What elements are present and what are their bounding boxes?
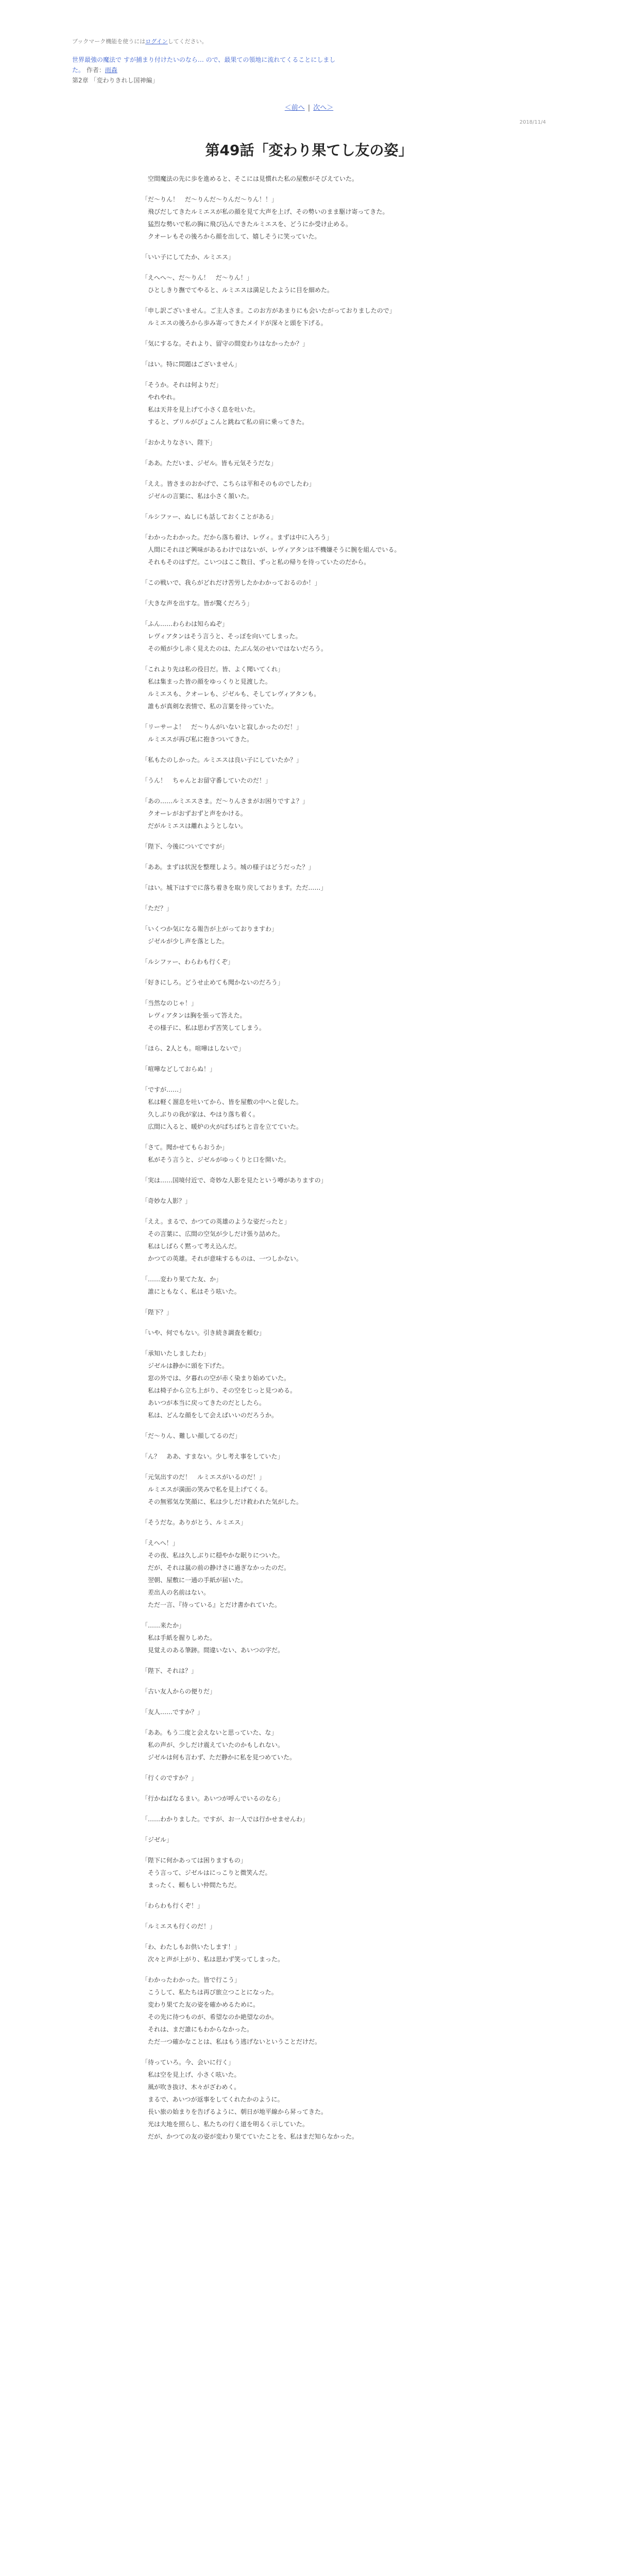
- story-paragraph: 私は軽く溜息を吐いてから、皆を屋敷の中へと促した。: [142, 1098, 303, 1106]
- login-link[interactable]: ログイン: [145, 38, 168, 45]
- story-paragraph: 「ああ。ただいま、ジゼル。皆も元気そうだな」: [142, 460, 277, 467]
- story-paragraph: 「私もたのしかった。ルミエスは良い子にしていたか？」: [142, 756, 303, 764]
- story-paragraph: 「あの……ルミエスさま。だ〜りんさまがお困りですよ？」: [142, 798, 309, 805]
- story-paragraph: 「……来たか」: [142, 1622, 185, 1629]
- login-notice-suffix: してください。: [167, 38, 208, 45]
- story-paragraph: 「ほら、2人とも。喧嘩はしないで」: [142, 1045, 245, 1052]
- series-title-link[interactable]: 世界最強の魔法で すが捕まり付けたいのなら… ので、最果ての領地に流れてくることにしました。: [72, 56, 336, 74]
- story-paragraph: クオーレもその後ろから顔を出して、嬉しそうに笑っていた。: [142, 233, 321, 240]
- story-paragraph: 「ああ。まずは状況を整理しよう。城の様子はどうだった？」: [142, 863, 315, 871]
- story-paragraph: 風が吹き抜け、木々がざわめく。: [142, 2083, 241, 2091]
- story-paragraph: 「リーサーよ！ だ〜りんがいないと寂しかったのだ！」: [142, 723, 303, 731]
- story-paragraph: 「はい。城下はすでに落ち着きを取り戻しております。ただ……」: [142, 884, 327, 891]
- story-paragraph: 私がそう言うと、ジゼルがゆっくりと口を開いた。: [142, 1156, 290, 1163]
- story-paragraph: 私は手紙を握りしめた。: [142, 1634, 216, 1641]
- story-paragraph: 「いい子にしてたか、ルミエス」: [142, 253, 235, 261]
- story-paragraph: 「陛下、それは？」: [142, 1667, 198, 1674]
- story-paragraph: ルミエスの後ろから歩み寄ってきたメイドが深々と頭を下げる。: [142, 319, 327, 327]
- story-paragraph: 私は、どんな顔をして会えばいいのだろうか。: [142, 1412, 278, 1419]
- story-paragraph: 「行くのですか？」: [142, 1774, 198, 1782]
- story-paragraph: レヴィアタンは胸を張って答えた。: [142, 1012, 246, 1019]
- story-paragraph: その先に待つものが、希望なのか絶望なのか。: [142, 2013, 278, 2021]
- story-paragraph: 「うん！ ちゃんとお留守番していたのだ！」: [142, 777, 272, 784]
- story-paragraph: 「友人……ですか？」: [142, 1708, 204, 1716]
- story-paragraph: だが、それは嵐の前の静けさに過ぎなかったのだ。: [142, 1564, 290, 1571]
- story-paragraph: 光は大地を照らし、私たちの行く道を明るく示していた。: [142, 2121, 309, 2128]
- story-paragraph: まったく、頼もしい仲間たちだ。: [142, 1882, 241, 1889]
- story-paragraph: 「ん？ ああ、すまない。少し考え事をしていた」: [142, 1453, 284, 1460]
- story-paragraph: 「……変わり果てた友、か」: [142, 1276, 222, 1283]
- story-paragraph: 「ですが……」: [142, 1086, 185, 1093]
- story-paragraph: 「いくつか気になる報告が上がっておりますわ」: [142, 925, 278, 933]
- login-notice: [72, 37, 208, 45]
- story-paragraph: それもそのはずだ。こいつはここ数日、ずっと私の帰りを待っていたのだから。: [142, 558, 370, 566]
- story-paragraph: 「申し訳ございません。ご主人さま。このお方があまりにも会いたがっておりましたので」: [142, 307, 396, 314]
- story-paragraph: その様子に、私は思わず苦笑してしまう。: [142, 1024, 266, 1031]
- story-paragraph: 「元気出すのだ！ ルミエスがいるのだ！」: [142, 1473, 266, 1481]
- story-paragraph: 「だ〜りん！ だ〜りんだ〜りんだ〜りん！！」: [142, 196, 278, 203]
- story-paragraph: 「ジゼル」: [142, 1836, 173, 1843]
- nav-separator: |: [307, 104, 311, 112]
- story-paragraph: その夜、私は久しぶりに穏やかな眠りについた。: [142, 1552, 284, 1559]
- story-paragraph: 「行かねばなるまい。あいつが呼んでいるのなら」: [142, 1795, 284, 1802]
- story-paragraph: ルミエスが満面の笑みで私を見上げてくる。: [142, 1486, 272, 1493]
- story-paragraph: 飛びだしてきたルミエスが私の顔を見て大声を上げ、その勢いのまま駆け寄ってきた。: [142, 208, 389, 215]
- story-paragraph: 誰もが真剣な表情で、私の言葉を待っていた。: [142, 703, 278, 710]
- story-paragraph: ルミエスも、クオーレも、ジゼルも、そしてレヴィアタンも。: [142, 690, 320, 698]
- story-paragraph: 「わかったわかった。だから落ち着け、レヴィ。まずは中に入ろう」: [142, 534, 333, 541]
- chapter-title: 第49話「変わり果てし友の姿」: [205, 142, 413, 159]
- story-paragraph: それは、まだ誰にもわからなかった。: [142, 2026, 253, 2033]
- story-paragraph: 次々と声が上がり、私は思わず笑ってしまった。: [142, 1956, 284, 1963]
- story-paragraph: 「待っていろ。今、会いに行く」: [142, 2059, 235, 2066]
- story-paragraph: 「ルシファー、わらわも行くぞ」: [142, 958, 234, 965]
- story-paragraph: ジゼルは静かに頭を下げた。: [142, 1362, 229, 1369]
- story-paragraph: 「ああ。もう二度と会えないと思っていた、な」: [142, 1729, 278, 1736]
- story-paragraph: 見覚えのある筆跡。間違いない、あいつの字だ。: [142, 1647, 284, 1654]
- story-paragraph: その言葉に、広間の空気が少しだけ張り詰めた。: [142, 1230, 284, 1238]
- story-paragraph: 「気にするな。それより、留守の間変わりはなかったか？」: [142, 340, 309, 347]
- story-paragraph: 私は空を見上げ、小さく呟いた。: [142, 2071, 241, 2078]
- story-paragraph: こうして、私たちは再び旅立つことになった。: [142, 1989, 278, 1996]
- story-paragraph: だがルミエスは離れようとしない。: [142, 822, 247, 829]
- story-paragraph: 「陛下、今後についてですが」: [142, 843, 228, 850]
- chapter-group: 第2章 「変わりきれし国神編」: [72, 77, 159, 84]
- story-paragraph: 「ええ。まるで、かつての英雄のような姿だったと」: [142, 1218, 290, 1225]
- story-paragraph: 「そうか。それは何よりだ」: [142, 381, 222, 388]
- story-paragraph: 私は集まった皆の顔をゆっくりと見渡した。: [142, 678, 271, 685]
- story-paragraph: 「ルミエスも行くのだ！」: [142, 1923, 216, 1930]
- story-paragraph: 空間魔法の先に歩を進めると、そこには見慣れた私の屋敷がそびえていた。: [142, 175, 358, 182]
- story-paragraph: 人間にそれほど興味があるわけではないが、レヴィアタンは不機嫌そうに腕を組んでいる。: [142, 546, 401, 553]
- story-paragraph: ジゼルは何も言わず、ただ静かに私を見つめていた。: [142, 1754, 296, 1761]
- chapter-body: [142, 174, 471, 2141]
- story-paragraph: まるで、あいつが返事をしてくれたかのように。: [142, 2096, 284, 2103]
- story-paragraph: 「実は……国境付近で、奇妙な人影を見たという噂がありますの」: [142, 1177, 327, 1184]
- story-paragraph: 「わかったわかった。皆で行こう」: [142, 1976, 241, 1984]
- author-link[interactable]: 雨森: [105, 66, 117, 74]
- story-paragraph: その無邪気な笑顔に、私は少しだけ救われた気がした。: [142, 1498, 303, 1505]
- story-paragraph: 広間に入ると、暖炉の火がぱちぱちと音を立てていた。: [142, 1123, 303, 1130]
- series-info: [72, 55, 340, 86]
- story-paragraph: 変わり果てた友の姿を確かめるために。: [142, 2001, 260, 2008]
- story-paragraph: 「はい。特に問題はございません」: [142, 361, 241, 368]
- story-paragraph: ただ一言、『待っている』とだけ書かれていた。: [142, 1601, 281, 1608]
- story-paragraph: ひとしきり撫でてやると、ルミエスは満足したように目を細めた。: [142, 286, 334, 294]
- story-paragraph: 「ルシファー、ぬしにも話しておくことがある」: [142, 513, 277, 520]
- story-paragraph: 「おかえりなさい、陛下」: [142, 439, 216, 446]
- story-paragraph: 「ええ。皆さまのおかげで、こちらは平和そのものでしたわ」: [142, 480, 315, 487]
- story-paragraph: 「陛下？」: [142, 1309, 173, 1316]
- story-paragraph: 窓の外では、夕暮れの空が赤く染まり始めていた。: [142, 1375, 290, 1382]
- story-paragraph: 「さて。聞かせてもらおうか」: [142, 1144, 228, 1151]
- story-paragraph: 「ふん……わらわは知らぬぞ」: [142, 620, 229, 628]
- story-paragraph: 「当然なのじゃ！」: [142, 999, 198, 1007]
- story-paragraph: 猛烈な勢いで私の胸に飛び込んできたルミエスを、どうにか受け止める。: [142, 221, 352, 228]
- prev-chapter-link[interactable]: ＜前へ: [284, 104, 305, 112]
- story-paragraph: 「そうだな。ありがとう、ルミエス」: [142, 1519, 247, 1526]
- story-paragraph: 「わらわも行くぞ！」: [142, 1902, 204, 1909]
- chapter-nav: [0, 102, 618, 112]
- story-paragraph: 「いや、何でもない。引き続き調査を頼む」: [142, 1329, 265, 1336]
- story-paragraph: すると、プリルがぴょこんと跳ねて私の肩に乗ってきた。: [142, 418, 308, 426]
- story-paragraph: 誰にともなく、私はそう呟いた。: [142, 1288, 241, 1295]
- login-notice-prefix: ブックマーク機能を使うには: [72, 38, 146, 45]
- story-paragraph: その頬が少し赤く見えたのは、たぶん気のせいではないだろう。: [142, 645, 328, 652]
- story-paragraph: 「えへへ〜、だ〜りん！ だ〜りん！」: [142, 274, 253, 281]
- story-paragraph: 「これより先は私の役目だ。皆、よく聞いてくれ」: [142, 666, 284, 673]
- story-paragraph: 「えへへ！」: [142, 1539, 179, 1547]
- story-paragraph: 「承知いたしましたわ」: [142, 1350, 210, 1357]
- story-paragraph: やれやれ。: [142, 394, 179, 401]
- next-chapter-link[interactable]: 次へ＞: [313, 104, 334, 112]
- story-paragraph: 私の声が、少しだけ震えていたのかもしれない。: [142, 1741, 284, 1749]
- story-paragraph: 翌朝、屋敷に一通の手紙が届いた。: [142, 1577, 247, 1584]
- story-paragraph: あいつが本当に戻ってきたのだとしたら。: [142, 1399, 266, 1406]
- story-paragraph: 「陛下に何かあっては困りますもの」: [142, 1857, 247, 1864]
- story-paragraph: 久しぶりの我が家は、やはり落ち着く。: [142, 1111, 259, 1118]
- story-paragraph: ジゼルが少し声を落とした。: [142, 938, 229, 945]
- story-paragraph: 差出人の名前はない。: [142, 1589, 210, 1596]
- story-paragraph: 長い旅の始まりを告げるように、朝日が地平線から昇ってきた。: [142, 2108, 328, 2115]
- story-paragraph: だが、かつての友の姿が変わり果てていたことを、私はまだ知らなかった。: [142, 2133, 358, 2140]
- story-paragraph: 「古い友人からの便りだ」: [142, 1688, 216, 1695]
- story-paragraph: そう言って、ジゼルはにっこりと微笑んだ。: [142, 1869, 271, 1876]
- story-paragraph: レヴィアタンはそう言うと、そっぽを向いてしまった。: [142, 633, 302, 640]
- story-paragraph: ただ一つ確かなことは、私はもう逃げないということだけだ。: [142, 2038, 321, 2045]
- story-paragraph: 私は椅子から立ち上がり、その空をじっと見つめる。: [142, 1387, 297, 1394]
- story-paragraph: 「好きにしろ。どうせ止めても聞かないのだろう」: [142, 979, 284, 986]
- story-paragraph: 私は天井を見上げて小さく息を吐いた。: [142, 406, 260, 413]
- story-paragraph: 「わ、わたしもお供いたします！」: [142, 1943, 241, 1951]
- post-date: 2018/11/4: [519, 120, 546, 125]
- story-paragraph: クオーレがおずおずと声をかける。: [142, 810, 247, 817]
- story-paragraph: 「この戦いで、我らがどれだけ苦労したかわかっておるのか！」: [142, 579, 321, 586]
- story-paragraph: 「喧嘩などしておらぬ！」: [142, 1065, 216, 1073]
- story-paragraph: ジゼルの言葉に、私は小さく頷いた。: [142, 493, 253, 500]
- story-paragraph: ルミエスが再び私に抱きついてきた。: [142, 736, 253, 743]
- story-paragraph: 「ただ？」: [142, 905, 173, 912]
- story-paragraph: 「奇妙な人影？」: [142, 1197, 192, 1205]
- story-paragraph: 「大きな声を出すな。皆が驚くだろう」: [142, 600, 253, 607]
- story-paragraph: 私はしばらく黙って考え込んだ。: [142, 1243, 241, 1250]
- story-paragraph: 「だ〜りん、難しい顔してるのだ」: [142, 1432, 241, 1439]
- story-paragraph: かつての英雄。それが意味するものは、一つしかない。: [142, 1255, 303, 1262]
- story-paragraph: 「……わかりました。ですが、お一人では行かせませんわ」: [142, 1816, 309, 1823]
- author-label: 作者：: [86, 66, 105, 74]
